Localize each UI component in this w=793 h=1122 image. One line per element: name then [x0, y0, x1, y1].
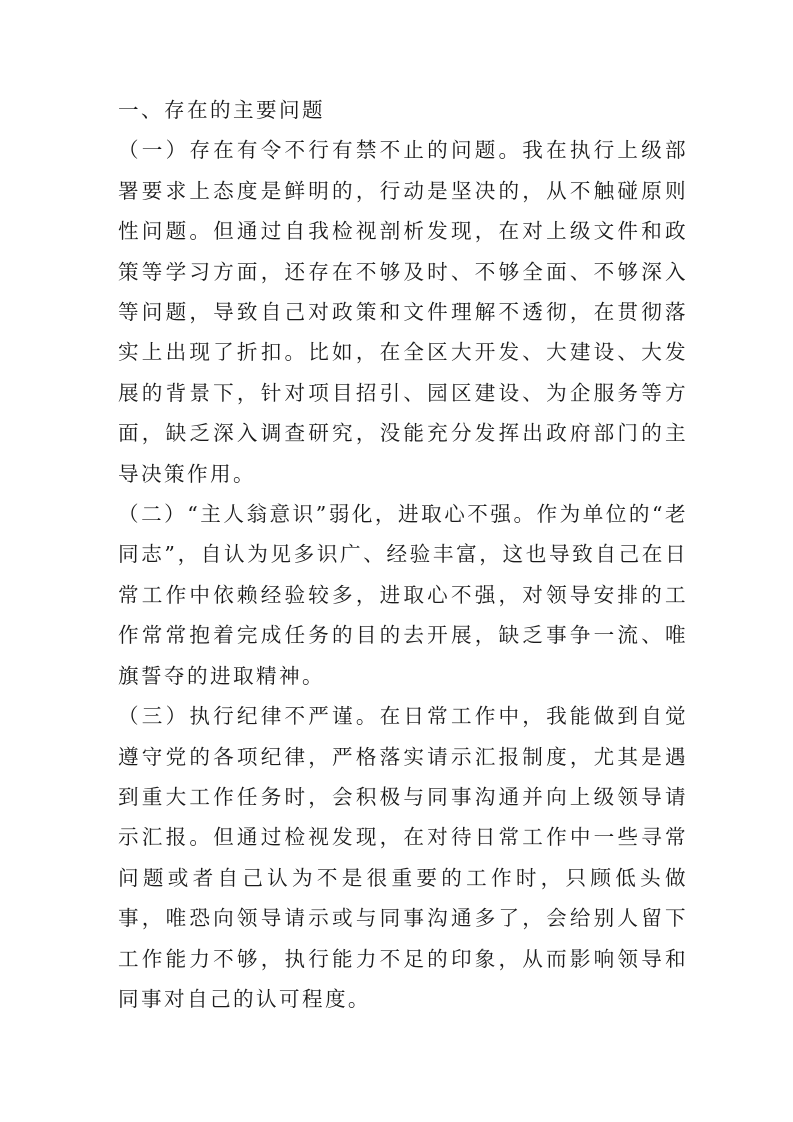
document-body — [118, 90, 688, 1019]
section-heading: 一、存在的主要问题 — [118, 98, 325, 122]
paragraph-one: （一）存在有令不行有禁不止的问题。我在执行上级部署要求上态度是鲜明的，行动是坚决的，从不触碰原则性问题。但通过自我检视剖析发现，在对上级文件和政策等学习方面，还存在不够及时、不够全面、不够深入等问题，导致自己对政策和文件理解不透彻，在贯彻落实上出现了折扣。比如，在全区大开发、大建设、大发展的背景下，针对项目招引、园区建设、为企服务等方面，缺乏深入调查研究，没能充分发挥出政府部门的主导决策作用。 — [118, 138, 688, 486]
paragraph-two: （二）“主人翁意识”弱化，进取心不强。作为单位的“老同志”，自认为见多识广、经验丰富，这也导致自己在日常工作中依赖经验较多，进取心不强，对领导安排的工作常常抱着完成任务的目的去开展，缺乏事争一流、唯旗誓夺的进取精神。 — [118, 502, 688, 688]
paragraph-three: （三）执行纪律不严谨。在日常工作中，我能做到自觉遵守党的各项纪律，严格落实请示汇报制度，尤其是遇到重大工作任务时，会积极与同事沟通并向上级领导请示汇报。但通过检视发现，在对待日常工作中一些寻常问题或者自己认为不是很重要的工作时，只顾低头做事，唯恐向领导请示或与同事沟通多了，会给别人留下工作能力不够，执行能力不足的印象，从而影响领导和同事对自己的认可程度。 — [118, 704, 688, 1011]
